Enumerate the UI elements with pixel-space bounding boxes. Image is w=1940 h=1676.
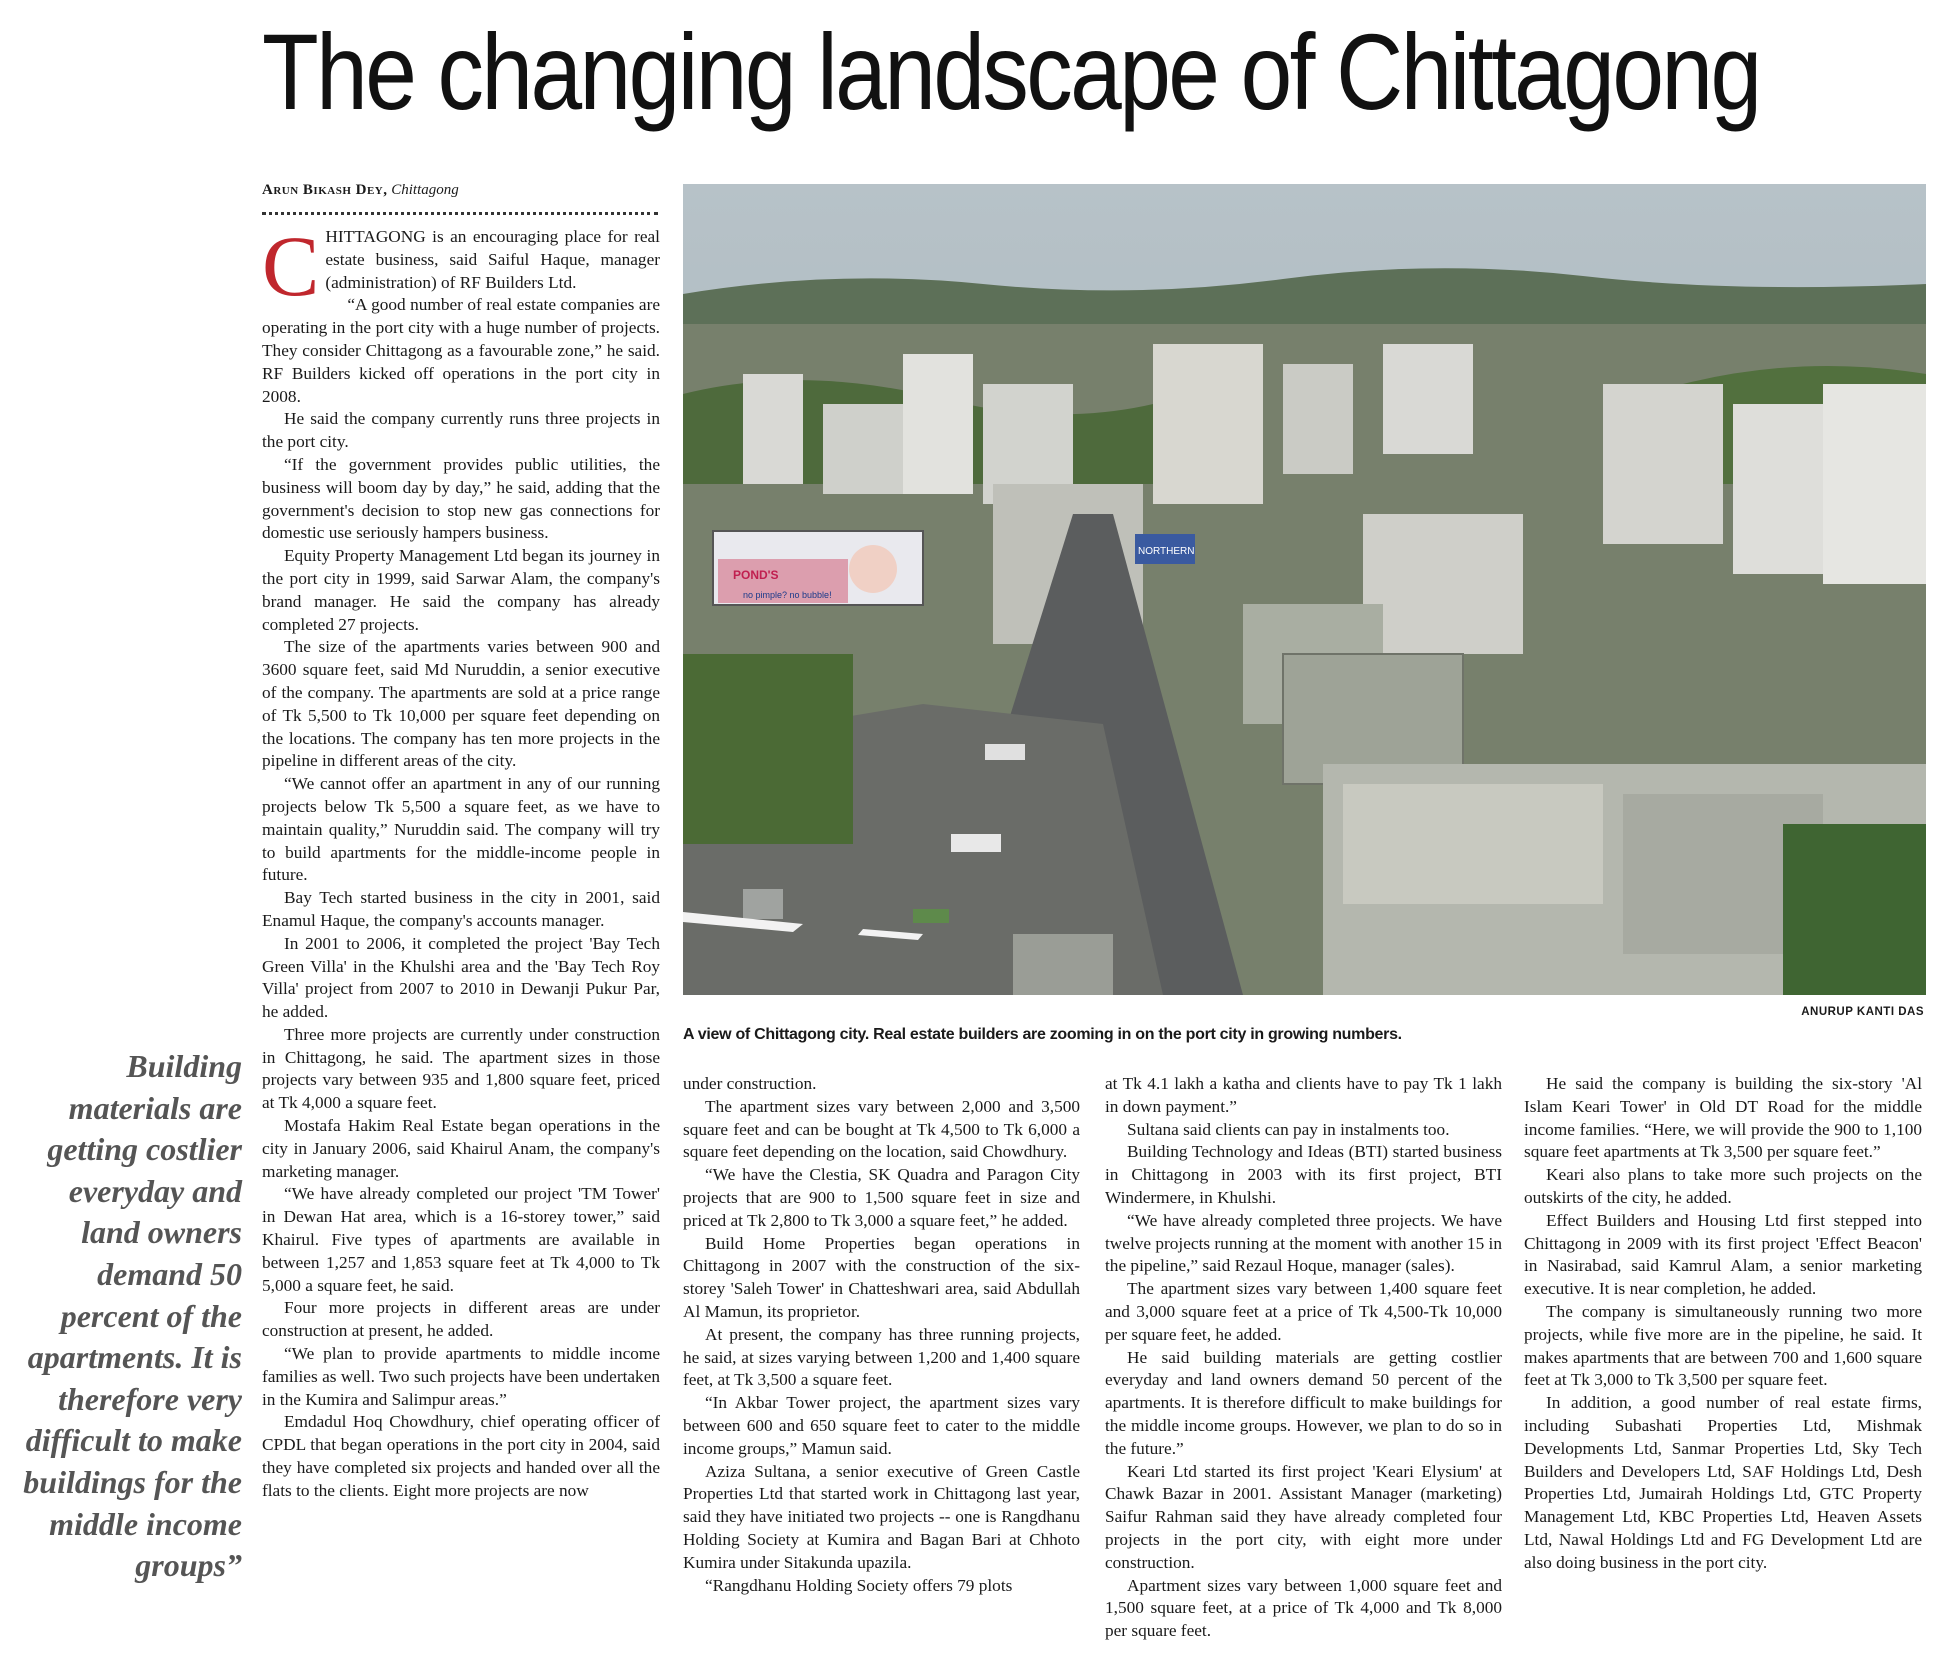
paragraph: The apartment sizes vary between 2,000 and 3,500 square feet and can be bought at Tk 4,500 to Tk 6,000 a square feet depending on the location, said Chowdhury. bbox=[683, 1096, 1080, 1162]
paragraph: “We have the Clestia, SK Quadra and Paragon City projects that are 900 to 1,500 square feet in size and priced at Tk 2,800 to Tk 3,000 a square feet,” he added. bbox=[683, 1165, 1080, 1230]
paragraph: “We have already completed three projects. We have twelve projects running at the moment with another 15 in the pipeline,” said Rezaul Hoque, manager (sales). bbox=[1105, 1210, 1502, 1276]
article-column-4 bbox=[1524, 1073, 1922, 1575]
billboard-text: POND'S bbox=[733, 568, 779, 582]
paragraph: Emdadul Hoq Chowdhury, chief operating officer of CPDL that began operations in the port city in 2004, said they have completed six projects and handed over all the flats to the clients. Eight more projects are now bbox=[262, 1412, 660, 1500]
paragraph: Build Home Properties began operations in Chittagong in 2007 with the construction of the six-storey 'Saleh Tower' in Chatteshwari area, said Abdullah Al Mamun, its proprietor. bbox=[683, 1233, 1080, 1321]
byline-author: Arun Bikash Dey, bbox=[262, 182, 388, 198]
paragraph: Four more projects in different areas are under construction at present, he added. bbox=[262, 1298, 660, 1341]
paragraph: Equity Property Management Ltd began its journey in the port city in 1999, said Sarwar Alam, the company's brand manager. He said the company has already completed 27 projects. bbox=[262, 546, 660, 634]
paragraph: The company is simultaneously running two more projects, while five more are in the pipeline, he said. It makes apartments that are between 700 and 1,600 square feet at Tk 3,000 to Tk 3,500 per square feet. bbox=[1524, 1301, 1922, 1390]
billboard-subtext: no pimple? no bubble! bbox=[743, 590, 832, 600]
paragraph: Mostafa Hakim Real Estate began operations in the city in January 2006, said Khairul Anam, the company's marketing manager. bbox=[262, 1116, 660, 1181]
city-skyline-image bbox=[683, 184, 1926, 995]
headline: The changing landscape of Chittagong bbox=[262, 11, 1760, 132]
paragraph: Three more projects are currently under construction in Chittagong, he said. The apartment sizes in those projects vary between 935 and 1,800 square feet, priced at Tk 4,000 a square feet. bbox=[262, 1024, 660, 1113]
byline bbox=[262, 182, 662, 199]
paragraph: The size of the apartments varies between 900 and 3600 square feet, said Md Nuruddin, a senior executive of the company. The apartments are sold at a price range of Tk 5,500 to Tk 10,000 per square feet depending on the locations. The company has ten more projects in the pipeline in different areas of the city. bbox=[262, 637, 660, 771]
photo-caption: A view of Chittagong city. Real estate builders are zooming in on the port city in growing numbers. bbox=[683, 1026, 1402, 1043]
city-photo bbox=[683, 184, 1926, 995]
paragraph: “We cannot offer an apartment in any of our running projects below Tk 5,500 a square feet, as we have to maintain quality,” Nuruddin said. The company will try to build apartments for the middle-income people in future. bbox=[262, 774, 660, 885]
building-sign-text: NORTHERN bbox=[1138, 546, 1195, 557]
paragraph: In 2001 to 2006, it completed the project 'Bay Tech Green Villa' in the Khulshi area and the 'Bay Tech Roy Villa' project from 2007 to 2010 in Dewanji Pukur Par, he added. bbox=[262, 933, 660, 1022]
paragraph: Effect Builders and Housing Ltd first stepped into Chittagong in 2009 with its first project 'Effect Beacon' in Nasirabad, said Kamrul Alam, a senior marketing executive. It is near completion, he added. bbox=[1524, 1210, 1922, 1299]
paragraph: “Rangdhanu Holding Society offers 79 plots bbox=[705, 1575, 1013, 1595]
paragraph: He said the company is building the six-story 'Al Islam Keari Tower' in Old DT Road for the middle income families. “Here, we will provide the 900 to 1,100 square feet apartments at Tk 3,500 per square feet.” bbox=[1524, 1074, 1922, 1162]
paragraph: The apartment sizes vary between 1,400 square feet and 3,000 square feet at a price of Tk 4,500-Tk 10,000 per square feet, he added. bbox=[1105, 1279, 1502, 1344]
article-column-1 bbox=[262, 218, 660, 1503]
paragraph: “In Akbar Tower project, the apartment sizes vary between 600 and 650 square feet to cater to the middle income groups,” Mamun said. bbox=[683, 1393, 1080, 1458]
paragraph: Keari Ltd started its first project 'Keari Elysium' at Chawk Bazar in 2001. Assistant Manager (marketing) Saifur Rahman said they have already completed four projects in the port city, with eight more under construction. bbox=[1105, 1461, 1502, 1572]
paragraph: In addition, a good number of real estate firms, including Subashati Properties Ltd, Mishmak Developments Ltd, Sanmar Properties Ltd, Sky Tech Builders and Developers Ltd, SAF Holdings Ltd, Desh Properties Ltd, Jumairah Holdings Ltd, GTC Property Management Ltd, KBC Properties Ltd, Heaven Assets Ltd, Nawal Holdings Ltd and FG Development Ltd are also doing business in the port city. bbox=[1524, 1393, 1922, 1572]
paragraph: Keari also plans to take more such projects on the outskirts of the city, he added. bbox=[1524, 1165, 1922, 1207]
article-column-2 bbox=[683, 1073, 1080, 1597]
paragraph: He said the company currently runs three projects in the port city. bbox=[262, 409, 660, 452]
paragraph: “We have already completed our project 'TM Tower' in Dewan Hat area, which is a 16-storey tower,” said Khairul. Five types of apartments are available in between 1,257 and 1,853 square feet at Tk 4,000 to Tk 5,000 a square feet, he said. bbox=[262, 1184, 660, 1295]
paragraph: Apartment sizes vary between 1,000 square feet and 1,500 square feet, at a price of Tk 4,000 and Tk 8,000 per square feet. bbox=[1105, 1575, 1502, 1641]
photo-credit: ANURUP KANTI DAS bbox=[1801, 1006, 1924, 1018]
paragraph: “If the government provides public utilities, the business will boom day by day,” he said, adding that the government's decision to stop new gas connections for domestic use seriously hampers business. bbox=[262, 454, 660, 543]
paragraph: He said building materials are getting costlier everyday and land owners demand 50 percent of the apartments. It is therefore difficult to make buildings for the middle income groups. However, we plan to do so in the future.” bbox=[1105, 1347, 1502, 1458]
paragraph: Building Technology and Ideas (BTI) started business in Chittagong in 2003 with its first project, BTI Windermere, in Khulshi. bbox=[1105, 1142, 1502, 1207]
paragraph: At present, the company has three running projects, he said, at sizes varying between 1,200 and 1,400 square feet, at Tk 3,500 a square feet. bbox=[683, 1324, 1080, 1390]
paragraph: “We plan to provide apartments to middle income families as well. Two such projects have been undertaken in the Kumira and Salimpur areas.” bbox=[262, 1344, 660, 1409]
drop-cap: C bbox=[262, 218, 320, 314]
paragraph: Bay Tech started business in the city in 2001, said Enamul Haque, the company's accounts manager. bbox=[262, 888, 660, 930]
paragraph: under construction. bbox=[683, 1074, 817, 1093]
byline-location: Chittagong bbox=[391, 182, 459, 198]
paragraph-text: HITTAGONG is an encouraging place for real estate business, said Saiful Haque, manager (administration) of RF Builders Ltd. bbox=[325, 227, 660, 292]
article-column-3 bbox=[1105, 1073, 1502, 1643]
dotted-rule bbox=[262, 212, 658, 215]
paragraph bbox=[262, 218, 660, 314]
pull-quote: Building materials are getting costlier everyday and land owners demand 50 percent of the apartments. It is therefore very difficult to make buildings for the middle income groups” bbox=[23, 1048, 242, 1584]
paragraph: at Tk 4.1 lakh a katha and clients have to pay Tk 1 lakh in down payment.” bbox=[1105, 1074, 1502, 1116]
paragraph: “A good number of real estate companies are operating in the port city with a huge number of projects. They consider Chittagong as a favourable zone,” he said. RF Builders kicked off operations in the port city in 2008. bbox=[262, 295, 660, 406]
paragraph: Sultana said clients can pay in instalments too. bbox=[1127, 1119, 1450, 1139]
paragraph: Aziza Sultana, a senior executive of Green Castle Properties Ltd that started work in Chittagong last year, said they have initiated two projects -- one is Rangdhanu Holding Society at Kumira and Bagan Bari at Chhoto Kumira under Sitakunda upazila. bbox=[683, 1461, 1080, 1572]
